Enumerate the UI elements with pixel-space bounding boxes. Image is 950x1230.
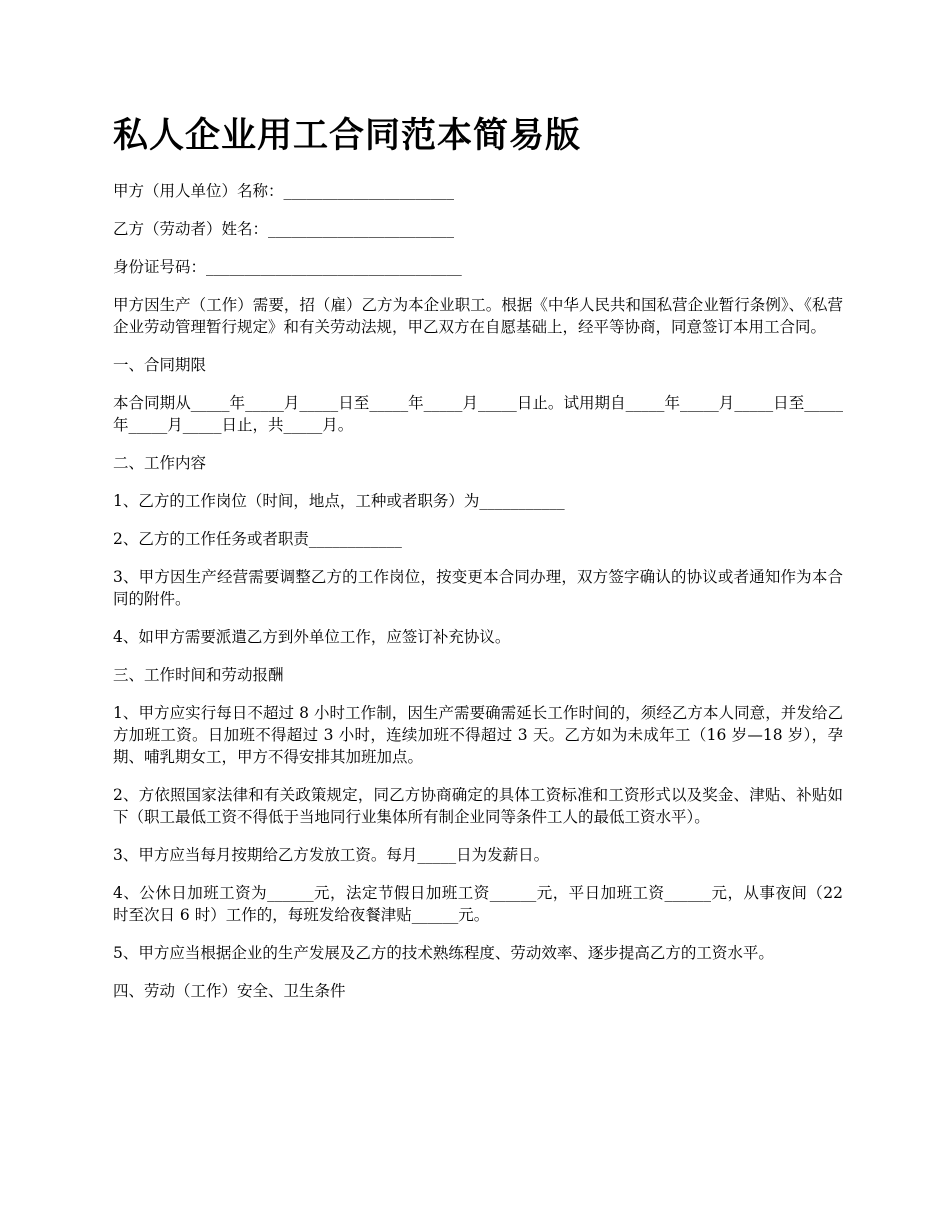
- hours-pay-item-3: 3、甲方应当每月按期给乙方发放工资。每月_____日为发薪日。: [113, 846, 550, 864]
- hours-pay-item-4: 4、公休日加班工资为______元，法定节假日加班工资______元，平日加班工资______元，从事夜间（22 时至次日 6 时）工作的，每班发给夜餐津贴______元。: [113, 884, 843, 924]
- section-heading-safety: 四、劳动（工作）安全、卫生条件: [113, 982, 346, 1000]
- contract-term-paragraph: 本合同期从_____年_____月_____日至_____年_____月_____日止。试用期自_____年_____月_____日至_____年_____月_____日止，共_____月。: [113, 394, 843, 434]
- section-heading-work-content: 二、工作内容: [113, 454, 207, 472]
- document-body: [113, 110, 843, 1018]
- work-content-item-4: 4、如甲方需要派遣乙方到外单位工作，应签订补充协议。: [113, 628, 511, 646]
- party-a-name-line: 甲方（用人单位）名称：______________________: [113, 182, 455, 200]
- preamble-paragraph: 甲方因生产（工作）需要，招（雇）乙方为本企业职工。根据《中华人民共和国私营企业暂行条例》、《私营企业劳动管理暂行规定》和有关劳动法规，甲乙双方在自愿基础上，经平等协商，同意签订本用工合同。: [113, 296, 843, 336]
- section-heading-hours-pay: 三、工作时间和劳动报酬: [113, 666, 284, 684]
- work-content-item-3: 3、甲方因生产经营需要调整乙方的工作岗位，按变更本合同办理，双方签字确认的协议或者通知作为本合同的附件。: [113, 568, 843, 608]
- party-b-name-line: 乙方（劳动者）姓名：________________________: [113, 220, 455, 238]
- section-heading-term: 一、合同期限: [113, 356, 207, 374]
- work-content-item-1: 1、乙方的工作岗位（时间，地点，工种或者职务）为___________: [113, 492, 565, 510]
- id-number-line: 身份证号码：_________________________________: [113, 258, 462, 276]
- document-title: 私人企业用工合同范本简易版: [113, 116, 582, 156]
- hours-pay-item-1: 1、甲方应实行每日不超过 8 小时工作制，因生产需要确需延长工作时间的，须经乙方本人同意，并发给乙方加班工资。日加班不得超过 3 小时，连续加班不得超过 3 天。乙方如为未成年工（16 岁—18 岁），孕期、哺乳期女工，甲方不得安排其加班加点。: [113, 704, 843, 766]
- hours-pay-item-5: 5、甲方应当根据企业的生产发展及乙方的技术熟练程度、劳动效率、逐步提高乙方的工资水平。: [113, 944, 774, 962]
- work-content-item-2: 2、乙方的工作任务或者职责____________: [113, 530, 402, 548]
- hours-pay-item-2: 2、方依照国家法律和有关政策规定，同乙方协商确定的具体工资标准和工资形式以及奖金、津贴、补贴如下（职工最低工资不得低于当地同行业集体所有制企业同等条件工人的最低工资水平）。: [113, 786, 843, 826]
